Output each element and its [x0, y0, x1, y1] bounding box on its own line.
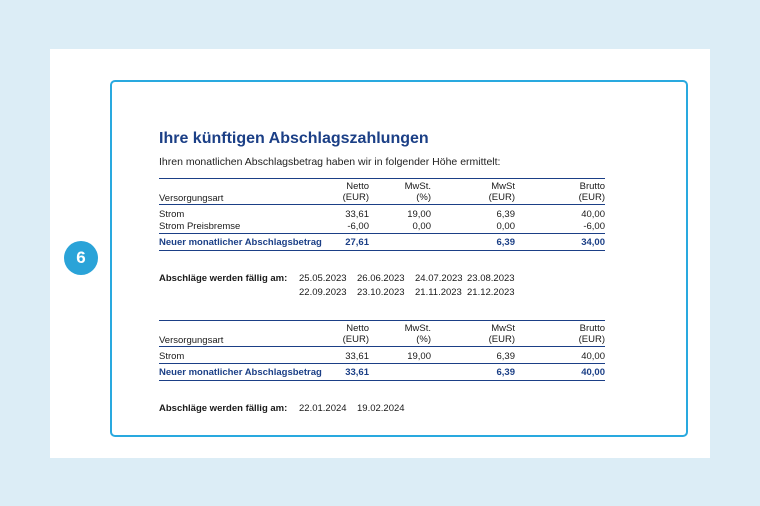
total-brutto: 40,00 — [581, 367, 605, 378]
row-mwst: 6,39 — [496, 209, 515, 220]
col-header-type: Versorgungsart — [159, 193, 224, 204]
row-mwst: 0,00 — [496, 221, 515, 232]
row-type: Strom — [159, 351, 185, 362]
col-header-netto: Netto — [346, 181, 369, 192]
row-type: Strom Preisbremse — [159, 221, 241, 232]
col-header-brutto-unit: (EUR) — [578, 192, 605, 203]
due-date: 22.09.2023 — [299, 287, 347, 298]
intro-text: Ihren monatlichen Abschlagsbetrag haben wir in folgender Höhe ermittelt: — [159, 156, 501, 168]
table-rule — [159, 320, 605, 321]
due-date: 21.11.2023 — [415, 287, 462, 298]
total-netto: 33,61 — [345, 367, 369, 378]
row-mwst: 6,39 — [496, 351, 515, 362]
row-mwst-pct: 0,00 — [412, 221, 431, 232]
col-header-brutto: Brutto — [579, 181, 605, 192]
row-mwst-pct: 19,00 — [407, 209, 431, 220]
table-rule — [159, 178, 605, 179]
col-header-type: Versorgungsart — [159, 335, 224, 346]
due-label: Abschläge werden fällig am: — [159, 273, 288, 284]
due-date: 23.08.2023 — [467, 273, 515, 284]
row-mwst-pct: 19,00 — [407, 351, 431, 362]
due-date: 22.01.2024 — [299, 403, 347, 414]
table-rule — [159, 346, 605, 347]
col-header-brutto-unit: (EUR) — [578, 334, 605, 345]
total-mwst: 6,39 — [496, 237, 515, 248]
col-header-mwst-pct-unit: (%) — [416, 334, 431, 345]
table-rule — [159, 233, 605, 234]
table-rule — [159, 380, 605, 381]
row-brutto: -6,00 — [583, 221, 605, 232]
table-rule — [159, 250, 605, 251]
due-label: Abschläge werden fällig am: — [159, 403, 288, 414]
col-header-mwst-pct-unit: (%) — [416, 192, 431, 203]
col-header-netto: Netto — [346, 323, 369, 334]
page-title: Ihre künftigen Abschlagszahlungen — [159, 130, 429, 147]
col-header-mwst: MwSt — [491, 181, 515, 192]
row-type: Strom — [159, 209, 185, 220]
total-netto: 27,61 — [345, 237, 369, 248]
total-label: Neuer monatlicher Abschlagsbetrag — [159, 367, 322, 378]
total-label: Neuer monatlicher Abschlagsbetrag — [159, 237, 322, 248]
due-date: 25.05.2023 — [299, 273, 347, 284]
row-netto: 33,61 — [345, 351, 369, 362]
row-netto: 33,61 — [345, 209, 369, 220]
col-header-netto-unit: (EUR) — [342, 192, 369, 203]
row-brutto: 40,00 — [581, 209, 605, 220]
due-date: 26.06.2023 — [357, 273, 405, 284]
row-netto: -6,00 — [347, 221, 369, 232]
row-brutto: 40,00 — [581, 351, 605, 362]
total-mwst: 6,39 — [496, 367, 515, 378]
col-header-brutto: Brutto — [579, 323, 605, 334]
due-date: 23.10.2023 — [357, 287, 405, 298]
due-date: 24.07.2023 — [415, 273, 463, 284]
total-brutto: 34,00 — [581, 237, 605, 248]
col-header-netto-unit: (EUR) — [342, 334, 369, 345]
col-header-mwst: MwSt — [491, 323, 515, 334]
col-header-mwst-pct: MwSt. — [404, 181, 431, 192]
col-header-mwst-unit: (EUR) — [488, 334, 515, 345]
table-rule — [159, 363, 605, 364]
due-date: 21.12.2023 — [467, 287, 515, 298]
col-header-mwst-unit: (EUR) — [488, 192, 515, 203]
due-date: 19.02.2024 — [357, 403, 405, 414]
step-badge: 6 — [64, 241, 98, 275]
col-header-mwst-pct: MwSt. — [404, 323, 431, 334]
table-rule — [159, 204, 605, 205]
